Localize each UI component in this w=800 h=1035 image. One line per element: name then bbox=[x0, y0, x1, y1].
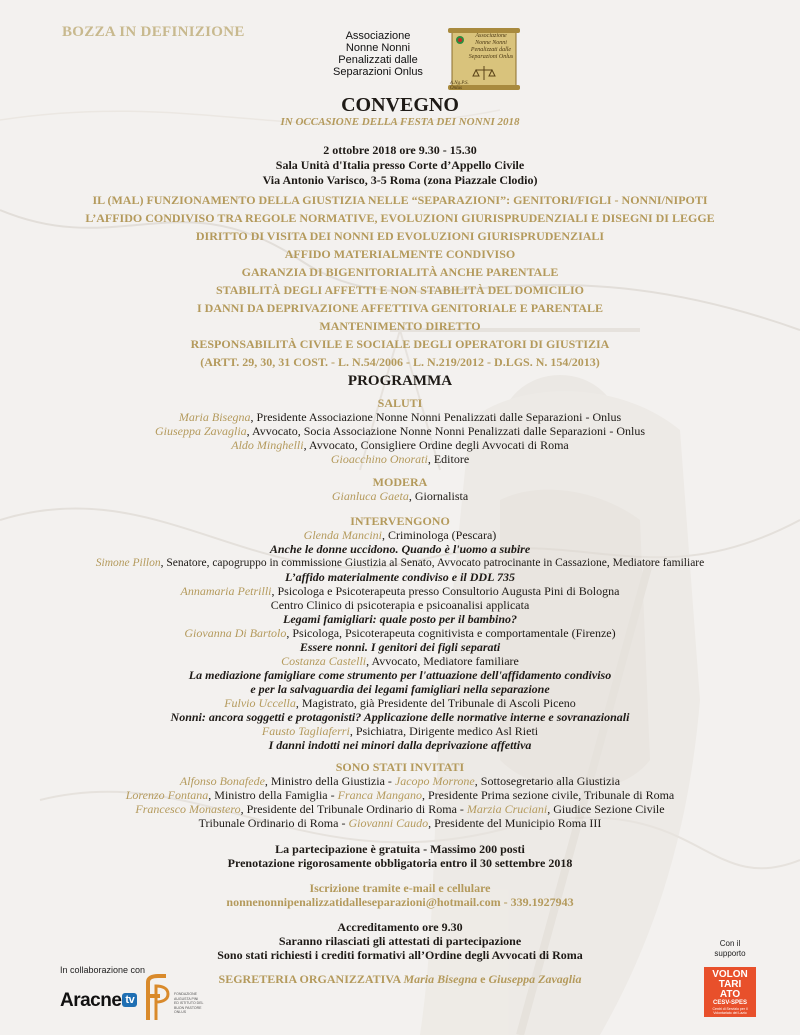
talk-title: Nonni: ancora soggetti e protagonisti? Applicazione delle normative interne e sovranazionali bbox=[170, 710, 630, 724]
association-logo: Associazione Nonne Nonni Penalizzati dalle Separazioni Onlus A.Ng.P.S. Onlus bbox=[446, 26, 522, 92]
info-free: La partecipazione è gratuita - Massimo 200 posti bbox=[275, 842, 525, 856]
invitati-row: Alfonso Bonafede, Ministro della Giustizia - Jacopo Morrone, Sottosegretario alla Giustizia bbox=[179, 774, 621, 788]
talk-title: Anche le donne uccidono. Quando è l'uomo a subire bbox=[269, 542, 531, 556]
modera-item: Gianluca Gaeta, Giornalista bbox=[331, 489, 469, 503]
fondazione-logo: FONDAZIONE AUGUSTA PINI ED ISTITUTO DEL BUON PASTORE ONLUS bbox=[144, 974, 214, 1024]
saluti-item: Giuseppa Zavaglia, Avvocato, Socia Associazione Nonne Nonni Penalizzati dalle Separazioni - Onlus bbox=[154, 424, 645, 438]
saluti-heading: SALUTI bbox=[377, 396, 423, 410]
talk-title: I danni indotti nei minori dalla deprivazione affettiva bbox=[268, 738, 532, 752]
talk-title: Essere nonni. I genitori dei figli separati bbox=[299, 640, 501, 654]
topic: IL (MAL) FUNZIONAMENTO DELLA GIUSTIZIA NELLE “SEPARAZIONI”: GENITORI/FIGLI - NONNI/NIPOTI bbox=[92, 193, 708, 207]
page-title: CONVEGNO bbox=[341, 94, 459, 116]
programma-heading: PROGRAMMA bbox=[347, 373, 453, 389]
topic-laws: (ARTT. 29, 30, 31 COST. - L. N.54/2006 - L. N.219/2012 - D.LGS. N. 154/2013) bbox=[200, 355, 600, 369]
accred-time: Accreditamento ore 9.30 bbox=[337, 920, 463, 934]
event-date: 2 ottobre 2018 ore 9.30 - 15.30 bbox=[323, 143, 477, 157]
speaker-affiliation: Centro Clinico di psicoterapia e psicoanalisi applicata bbox=[270, 598, 530, 612]
topic: STABILITÀ DEGLI AFFETTI E NON STABILITÀ DEL DOMICILIO bbox=[216, 283, 584, 297]
invitati-row: Tribunale Ordinario di Roma - Giovanni Caudo, Presidente del Municipio Roma III bbox=[198, 816, 602, 830]
topic: DIRITTO DI VISITA DEI NONNI ED EVOLUZIONI GIURISPRUDENZIALI bbox=[195, 229, 605, 243]
speaker: Giovanna Di Bartolo, Psicologa, Psicoterapeuta cognitivista e comportamentale (Firenze) bbox=[184, 626, 616, 640]
speaker: Fulvio Uccella, Magistrato, già Presidente del Tribunale di Ascoli Piceno bbox=[224, 696, 576, 710]
speaker: Simone Pillon, Senatore, capogruppo in commissione Giustizia al Senato, Avvocato patrocinante in Cassazione, Mediatore familiare bbox=[95, 557, 705, 569]
contact-label: Iscrizione tramite e-mail e cellulare bbox=[309, 881, 491, 895]
info-booking: Prenotazione rigorosamente obbligatoria entro il 30 settembre 2018 bbox=[227, 856, 573, 870]
saluti-item: Aldo Minghelli, Avvocato, Consigliere Ordine degli Avvocati di Roma bbox=[231, 438, 569, 452]
intervengono-heading: INTERVENGONO bbox=[350, 514, 450, 528]
topic: AFFIDO MATERIALMENTE CONDIVISO bbox=[284, 247, 516, 261]
speaker: Costanza Castelli, Avvocato, Mediatore familiare bbox=[281, 654, 519, 668]
topic: MANTENIMENTO DIRETTO bbox=[319, 319, 481, 333]
support-label: Con il supporto bbox=[714, 939, 746, 958]
saluti-item: Maria Bisegna, Presidente Associazione Nonne Nonni Penalizzati dalle Separazioni - Onlus bbox=[178, 410, 622, 424]
subtitle: IN OCCASIONE DELLA FESTA DEI NONNI 2018 bbox=[280, 116, 520, 128]
aracne-logo: Aracne tv bbox=[60, 990, 137, 1012]
talk-title: e per la salvaguardia dei legami famigliari nella separazione bbox=[250, 682, 550, 696]
topic: GARANZIA DI BIGENITORIALITÀ ANCHE PARENTALE bbox=[241, 265, 559, 279]
segreteria: SEGRETERIA ORGANIZZATIVA Maria Bisegna e Giuseppa Zavaglia bbox=[218, 972, 582, 986]
topic: RESPONSABILITÀ CIVILE E SOCIALE DEGLI OPERATORI DI GIUSTIZIA bbox=[190, 337, 610, 351]
contact-value[interactable]: nonnenonnipenalizzatidalleseparazioni@hotmail.com - 339.1927943 bbox=[226, 895, 574, 909]
collab-label: In collaborazione con bbox=[60, 965, 146, 975]
accred-certificates: Saranno rilasciati gli attestati di partecipazione bbox=[278, 934, 522, 948]
topic: L’AFFIDO CONDIVISO TRA REGOLE NORMATIVE, EVOLUZIONI GIURISPRUDENZIALI E DISEGNI DI LEGGE bbox=[85, 211, 715, 225]
invitati-row: Lorenzo Fontana, Ministro della Famiglia - Franca Mangano, Presidente Prima sezione civile, Tribunale di Roma bbox=[125, 788, 675, 802]
saluti-item: Gioacchino Onorati, Editore bbox=[330, 452, 470, 466]
talk-title: Legami famigliari: quale posto per il bambino? bbox=[283, 612, 517, 626]
draft-label: BOZZA IN DEFINIZIONE bbox=[62, 24, 245, 40]
speaker: Fausto Tagliaferri, Psichiatra, Dirigente medico Asl Rieti bbox=[261, 724, 539, 738]
talk-title: L’affido materialmente condiviso e il DDL 735 bbox=[285, 570, 515, 584]
fp-icon bbox=[144, 974, 170, 1022]
speaker: Annamaria Petrilli, Psicologa e Psicoterapeuta presso Consultorio Augusta Pini di Bologna bbox=[180, 584, 620, 598]
event-venue: Sala Unità d'Italia presso Corte d’Appello Civile bbox=[275, 158, 525, 172]
event-address: Via Antonio Varisco, 3-5 Roma (zona Piazzale Clodio) bbox=[262, 173, 538, 187]
accred-credits: Sono stati richiesti i crediti formativi all’Ordine degli Avvocati di Roma bbox=[217, 948, 583, 962]
volontariato-logo: VOLON TARI ATO CESV-SPES Centri di Servizio per il Volontariato del Lazio bbox=[704, 967, 756, 1017]
invitati-row: Francesco Monastero, Presidente del Tribunale Ordinario di Roma - Marzia Cruciani, Giudice Sezione Civile bbox=[135, 802, 665, 816]
modera-heading: MODERA bbox=[372, 475, 428, 489]
topic: I DANNI DA DEPRIVAZIONE AFFETTIVA GENITORIALE E PARENTALE bbox=[197, 301, 603, 315]
invitati-heading: SONO STATI INVITATI bbox=[335, 760, 465, 774]
association-name: Associazione Nonne Nonni Penalizzati dalle Separazioni Onlus bbox=[333, 30, 423, 78]
speaker: Glenda Mancini, Criminologa (Pescara) bbox=[303, 528, 497, 542]
talk-title: La mediazione famigliare come strumento per l'attuazione dell'affidamento condiviso bbox=[188, 668, 612, 682]
